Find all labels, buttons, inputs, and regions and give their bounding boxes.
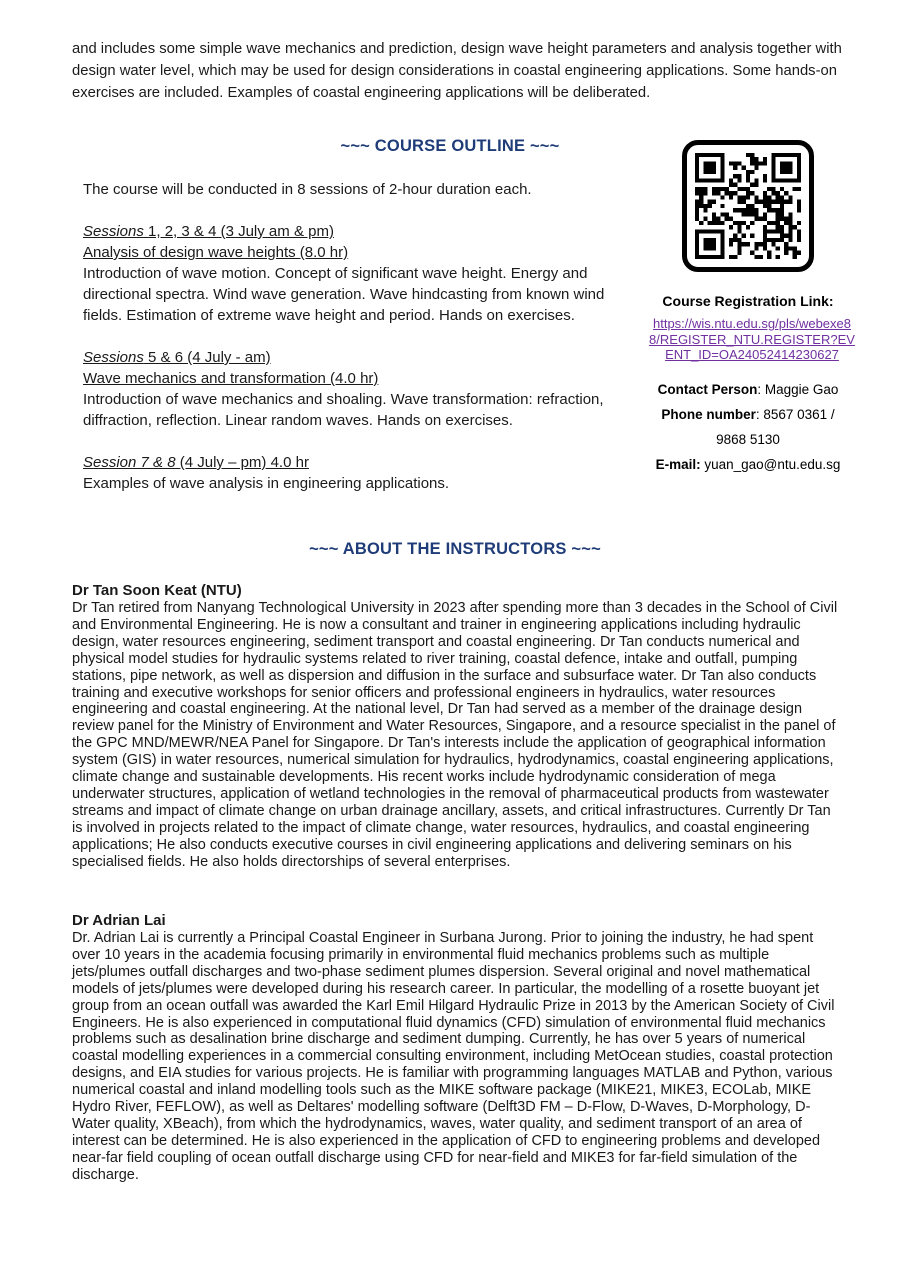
session-2-title-rest: 5 & 6 (4 July - am) [143, 349, 271, 366]
registration-link[interactable]: https://wis.ntu.edu.sg/pls/webexe88/REGISTER_NTU.REGISTER?EVENT_ID=OA24052414230627 [649, 316, 855, 362]
session-block-1 [83, 221, 639, 326]
email-label: E-mail: [655, 456, 701, 472]
phone-line-2 [648, 431, 848, 448]
phone-value-1: : 8567 0361 / [755, 406, 835, 422]
qr-code [682, 140, 814, 272]
session-1-title-italic: Sessions [83, 223, 144, 240]
email-value: yuan_gao@ntu.edu.sg [700, 456, 841, 472]
contact-person-line [648, 381, 848, 398]
session-3-title [83, 452, 639, 473]
course-outline-heading: ~~~ COURSE OUTLINE ~~~ [340, 137, 560, 155]
session-2-title-italic: Sessions [83, 349, 144, 366]
registration-link-label: Course Registration Link: [662, 293, 834, 309]
session-3-title-rest: (4 July – pm) 4.0 hr [175, 454, 309, 471]
bio-dr-lai [72, 912, 840, 1184]
course-outline-intro: The course will be conducted in 8 sessions of 2-hour duration each. [83, 181, 532, 198]
qr-code-pattern [695, 153, 801, 259]
bio-dr-tan-text: Dr Tan retired from Nanyang Technological University in 2023 after spending more than 3 decades in the School of Civil and Environmental Engineering. He is now a consultant and trainer in engineering applications including hydraulic design, water resources engineering, sediment transport and coastal engineering. Dr Tan conducts numerical and physical model studies for hydraulic systems related to river training, coastal defence, intake and outfall, pumping stations, pipe network, as well as dispersion and diffusion in the surface and subsurface water. Dr Tan also conducts training and executive workshops for senior officers and professional engineers in hydraulics, water resources engineering and coastal engineering. At the national level, Dr Tan had served as a member of the drainage design review panel for the Ministry of Environment and Water Resources, Singapore, and a resource specialist in the panel of the GPC MND/MEWR/NEA Panel for Singapore. Dr Tan's interests include the application of geographical information system (GIS) in water resources, numerical simulation for hydraulics, hydrodynamics, coastal engineering applications, climate change and sustainable developments. His recent works include hydrodynamic consideration of mega underwater structures, application of wetland technologies in the removal of pharmaceutical products from wastewater streams and impact of climate change on urban drainage ancillary, assets, and critical infrastructures. Currently Dr Tan is involved in projects related to the impact of climate change, water resources, hydraulics, and coastal engineering applications; He also conducts executive courses in civil engineering applications and delivering seminars on his specialised fields. He also holds directorships of several enterprises. [72, 600, 838, 870]
contact-person-label: Contact Person [657, 381, 758, 397]
phone-line-1 [648, 406, 848, 423]
registration-sidebar [648, 140, 855, 481]
phone-value-2: 9868 5130 [716, 431, 780, 447]
session-1-title [83, 221, 639, 242]
session-2-subtitle: Wave mechanics and transformation (4.0 hr) [83, 370, 379, 387]
session-3-description: Examples of wave analysis in engineering applications. [83, 475, 450, 492]
bio-dr-lai-name: Dr Adrian Lai [72, 912, 166, 929]
session-3-title-italic: Session 7 & 8 [83, 454, 176, 471]
session-1-title-rest: 1, 2, 3 & 4 (3 July am & pm) [143, 223, 334, 240]
phone-label: Phone number [661, 406, 756, 422]
contact-person-value: : Maggie Gao [757, 381, 839, 397]
bio-dr-lai-text: Dr. Adrian Lai is currently a Principal Coastal Engineer in Surbana Jurong. Prior to joining the industry, he had spent over 10 years in the academia focusing primarily in environmental fluid mechanics problems such as multiple jets/plumes outfall discharges and two-phase sediment plumes dispersion. Several original and novel mathematical models of jets/plumes were developed during his research career. In particular, the modelling of a rosette buoyant jet group from an ocean outfall was awarded the Karl Emil Hilgard Hydraulic Prize in 2013 by the American Society of Civil Engineers. He is also experienced in computational fluid dynamics (CFD) simulation of environmental fluid mechanics problems such as desalination brine discharge and sediment dumping. Currently, he has over 5 years of numerical coastal modelling experiences in a commercial consulting environment, including MetOcean studies, coastal protection designs, and EIA studies for various projects. He is familiar with programming languages MATLAB and Python, various numerical coastal and inland modelling tools such as the MIKE software package (MIKE21, MIKE3, ECOLab, MIKE Hydro River, FEFLOW), as well as Deltares' modelling software (Delft3D FM – D-Flow, D-Waves, D-Morphology, D-Water quality, XBeach), from which the hydrodynamics, waves, water quality, and sediment transport of an area of interest can be determined. He is also experienced in the application of CFD to engineering problems and developed near-far field coupling of ocean outfall discharge using CFD for near-field and MIKE3 for far-field simulation of the discharge. [72, 930, 835, 1183]
course-outline-section [83, 136, 639, 515]
session-1-description: Introduction of wave motion. Concept of significant wave height. Energy and directional spectra. Wind wave generation. Wave hindcasting from known wind fields. Estimation of extreme wave height and period. Hands on exercises. [83, 265, 605, 324]
session-block-3 [83, 452, 639, 494]
email-line [648, 456, 848, 473]
session-block-2 [83, 347, 639, 431]
session-2-description: Introduction of wave mechanics and shoaling. Wave transformation: refraction, diffraction, reflection. Linear random waves. Hands on exercises. [83, 391, 604, 429]
session-1-subtitle: Analysis of design wave heights (8.0 hr) [83, 244, 349, 261]
session-2-title [83, 347, 639, 368]
bio-dr-tan [72, 582, 840, 871]
instructors-heading: ~~~ ABOUT THE INSTRUCTORS ~~~ [309, 540, 601, 558]
bio-dr-tan-name: Dr Tan Soon Keat (NTU) [72, 582, 242, 599]
intro-paragraph: and includes some simple wave mechanics and prediction, design wave height parameters and analysis together with design water level, which may be used for design considerations in coastal engineering applications. Some hands-on exercises are included. Examples of coastal engineering applications will be deliberated. [72, 41, 842, 101]
